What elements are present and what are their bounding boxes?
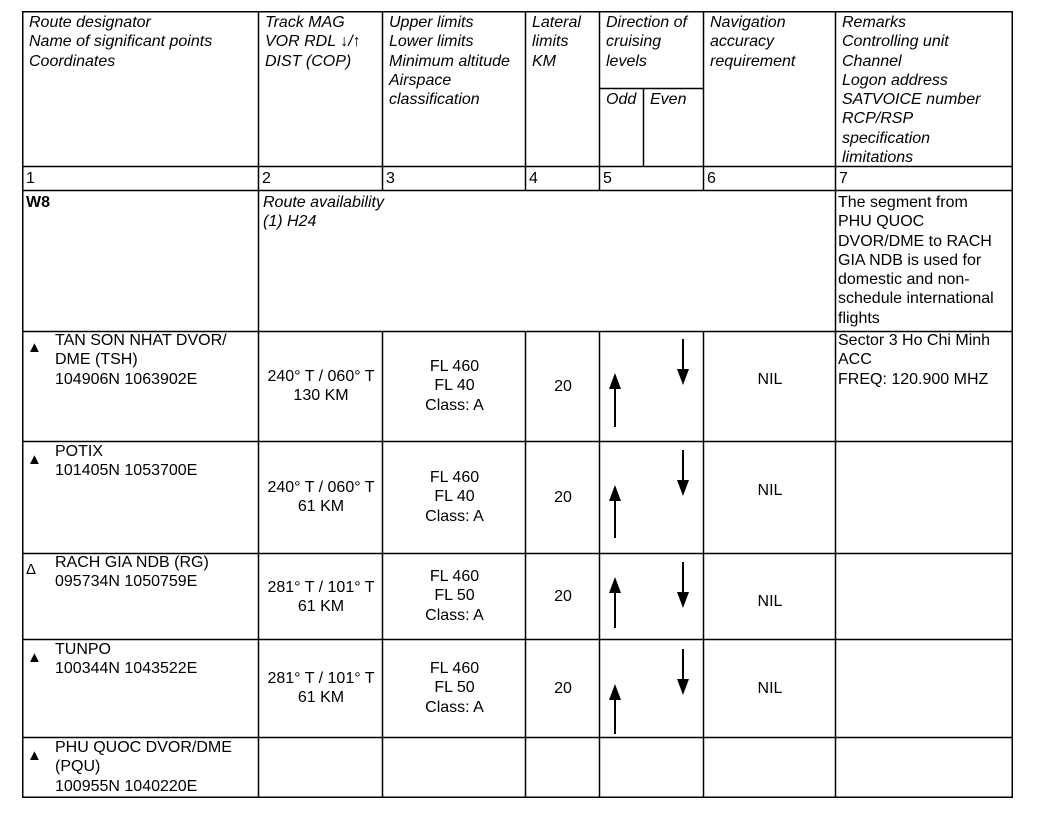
column-number-2: 2	[262, 170, 271, 187]
header-odd: Odd	[606, 91, 637, 108]
on-request-point-icon: Δ	[26, 561, 37, 578]
column-number-5: 5	[603, 170, 612, 187]
segment-3-track: 281° T / 101° T 61 KM	[267, 579, 375, 616]
header-track: Track MAG VOR RDL ↓/↑ DIST (COP)	[265, 14, 361, 70]
point-rach-gia: RACH GIA NDB (RG) 095734N 1050759E	[55, 554, 209, 591]
column-number-4: 4	[529, 170, 538, 187]
segment-1-track: 240° T / 060° T 130 KM	[267, 368, 375, 405]
segment-3-limits: FL 460 FL 50 Class: A	[425, 568, 484, 624]
header-nav-accuracy: Navigation accuracy requirement	[710, 14, 796, 70]
segment-1-lateral: 20	[554, 378, 572, 395]
segment-2-limits: FL 460 FL 40 Class: A	[425, 469, 484, 525]
route-designator: W8	[26, 194, 50, 211]
point-phu-quoc: PHU QUOC DVOR/DME (PQU) 100955N 1040220E	[55, 739, 232, 795]
column-number-7: 7	[839, 170, 848, 187]
header-even: Even	[650, 91, 687, 108]
ats-route-table	[22, 11, 1013, 798]
route-availability: Route availability (1) H24	[263, 194, 384, 231]
segment-3-lateral: 20	[554, 588, 572, 605]
header-remarks: Remarks Controlling unit Channel Logon address SATVOICE number RCP/RSP specification limitations	[842, 14, 981, 167]
compulsory-point-icon: ▲	[27, 339, 42, 356]
compulsory-point-icon: ▲	[27, 747, 42, 764]
column-number-6: 6	[707, 170, 716, 187]
segment-4-nav: NIL	[757, 680, 783, 697]
segment-1-nav: NIL	[757, 371, 783, 388]
header-direction-levels: Direction of cruising levels	[606, 14, 687, 70]
header-limits: Upper limits Lower limits Minimum altitude Airspace classification	[389, 14, 510, 109]
segment-2-lateral: 20	[554, 489, 572, 506]
point-tan-son-nhat: TAN SON NHAT DVOR/ DME (TSH) 104906N 1063902E	[55, 332, 227, 388]
segment-2-nav: NIL	[757, 482, 783, 499]
point-potix: POTIX 101405N 1053700E	[55, 443, 198, 480]
column-number-1: 1	[26, 170, 35, 187]
header-lateral-limits: Lateral limits KM	[532, 14, 581, 70]
segment-2-track: 240° T / 060° T 61 KM	[267, 479, 375, 516]
header-route-designator: Route designator Name of significant points Coordinates	[29, 14, 213, 70]
compulsory-point-icon: ▲	[27, 649, 42, 666]
point-tunpo: TUNPO 100344N 1043522E	[55, 641, 198, 678]
segment-1-limits: FL 460 FL 40 Class: A	[425, 358, 484, 414]
segment-4-lateral: 20	[554, 680, 572, 697]
column-number-3: 3	[386, 170, 395, 187]
route-remark: The segment from PHU QUOC DVOR/DME to RACH GIA NDB is used for domestic and non- schedule international flights	[838, 194, 994, 327]
segment-4-track: 281° T / 101° T 61 KM	[267, 670, 375, 707]
compulsory-point-icon: ▲	[27, 451, 42, 468]
segment-1-remarks: Sector 3 Ho Chi Minh ACC FREQ: 120.900 MHZ	[838, 332, 991, 388]
segment-3-nav: NIL	[757, 593, 783, 610]
segment-4-limits: FL 460 FL 50 Class: A	[425, 660, 484, 716]
